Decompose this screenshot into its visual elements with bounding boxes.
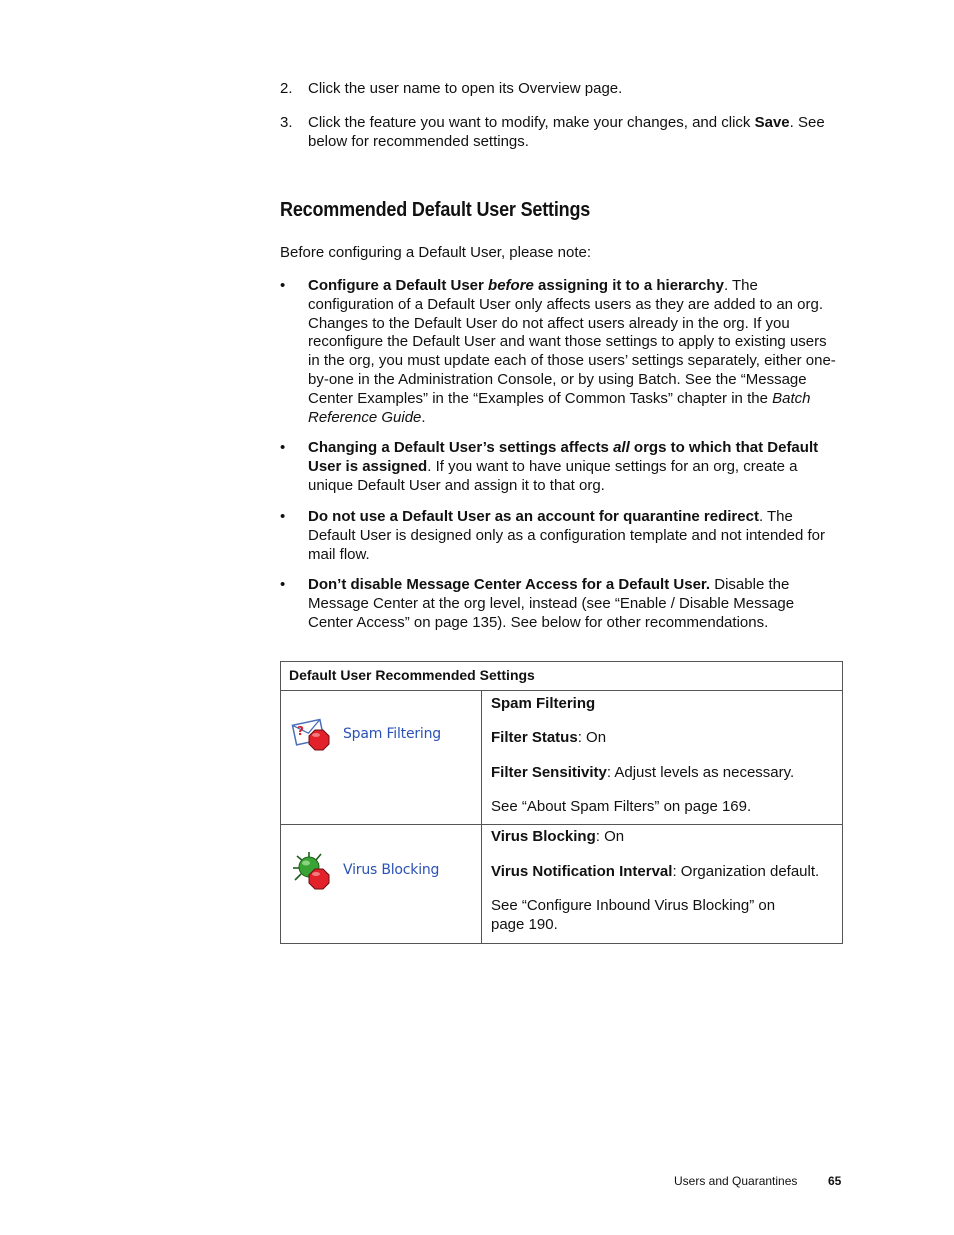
description-cell [482,691,843,825]
setting-value: : Adjust levels as necessary. [606,764,795,781]
table-header: Default User Recommended Settings [281,662,843,691]
spam-filtering-feature [291,717,441,751]
icon-cell [281,691,482,825]
step-text-part: . See below for recommended settings. [308,114,825,150]
bullet-symbol: • [280,576,286,593]
setting-title: Spam Filtering [491,695,596,712]
description-cell [482,825,843,944]
bullet-text [308,576,842,632]
virus-blocking-label: Virus Blocking [343,862,440,878]
bullet-bold-italic: before [488,277,534,294]
step-text-part: Click the feature you want to modify, make your changes, and click [308,114,755,131]
bullet-body: . [421,408,426,426]
bullet-bold: Don’t disable Message Center Access for a Default User. [308,576,711,593]
setting-name: Filter Status [491,729,578,746]
intro-text: Before configuring a Default User, please note: [280,244,592,261]
guide-title: Batch Reference Guide [308,389,811,426]
bullet-bold: orgs to which that Default User is assigned [308,439,819,475]
bullet-bold-italic: all [613,439,630,456]
step-text [308,113,842,151]
setting-value: : Organization default. [672,863,820,880]
icon-cell [281,825,482,944]
bullet-body: . If you want to have unique settings for an org, create a unique Default User and assign it to that org. [308,457,798,494]
step-text: Click the user name to open its Overview page. [308,80,623,97]
spam-filtering-icon [291,717,337,751]
bullet-bold: Configure a Default User [308,277,489,294]
bullet-symbol: • [280,508,286,525]
bullet-text [308,508,842,564]
step-number: 3. [280,114,293,131]
setting-value: : On [577,729,607,746]
bullet-bold: Changing a Default User’s settings affects [308,439,614,456]
bullet-body: . The configuration of a Default User only affects users as they are added to an org. Changes to the Default User do not affect users already in the org. If you reconfigure the Default User and want those settings to apply to existing users in the org, you must update each of those users’ settings separately, either one-by-one in the Administration Console, or by using Batch. See the “Message Center Examples” in the “Examples of Common Tasks” chapter in the [308,277,836,407]
bullet-body: Disable the Message Center at the org level, instead (see “Enable / Disable Message Center Access” on page 135). See below for other recommendations. [308,576,795,631]
setting-value: : On [595,828,625,845]
reference-text: See “About Spam Filters” on page 169. [491,798,752,815]
svg-text:?: ? [297,724,304,738]
table-row [281,691,843,825]
spam-filtering-label: Spam Filtering [343,726,441,742]
step-number: 2. [280,80,293,97]
bullet-text [308,439,842,495]
bullet-bold: Do not use a Default User as an account for quarantine redirect [308,508,759,525]
table-row [281,825,843,944]
settings-table [280,661,843,944]
section-heading: Recommended Default User Settings [280,199,591,221]
virus-blocking-feature [291,850,439,890]
bullet-bold: assigning it to a hierarchy [533,277,724,294]
setting-name: Virus Notification Interval [491,863,673,880]
setting-name: Virus Blocking [491,828,596,845]
reference-text: See “Configure Inbound Virus Blocking” on page 190. [491,897,776,933]
bullet-symbol: • [280,439,286,456]
setting-name: Filter Sensitivity [491,764,607,781]
bullet-symbol: • [280,277,286,294]
save-keyword: Save [754,114,790,131]
footer-section: Users and Quarantines [674,1174,798,1188]
virus-blocking-icon [291,850,337,890]
page-number: 65 [828,1174,842,1188]
bullet-text [308,277,842,427]
bullet-body: . The Default User is designed only as a configuration template and not intended for mail flow. [308,508,825,563]
